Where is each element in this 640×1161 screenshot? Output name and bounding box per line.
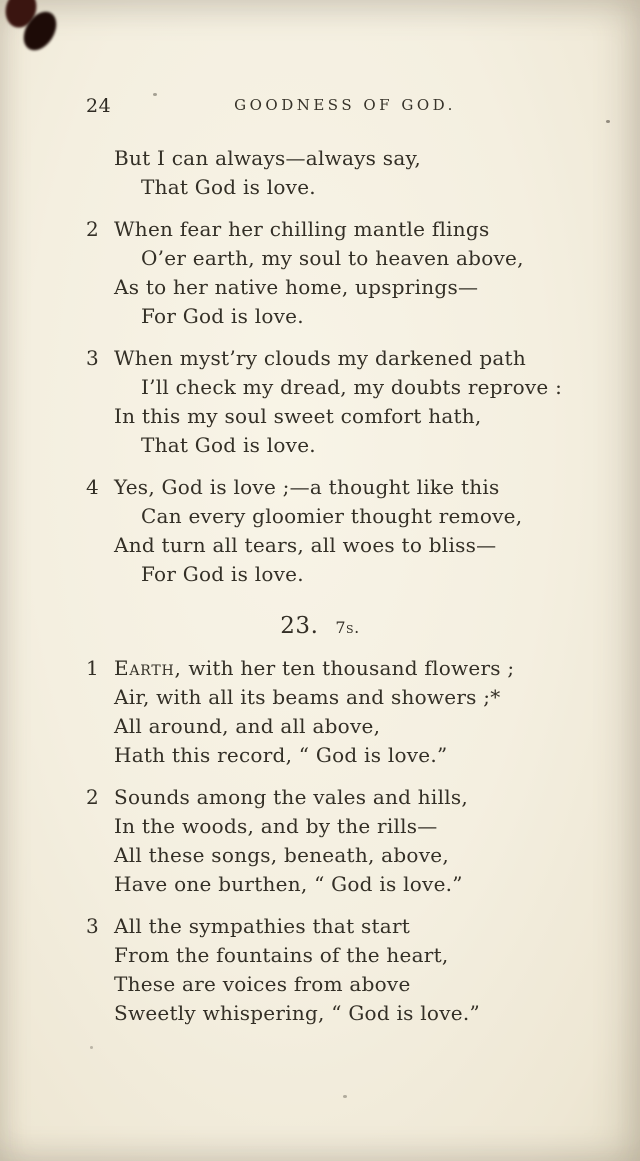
verse-line: I’ll check my dread, my doubts reprove :: [141, 375, 563, 399]
stanza: [86, 654, 614, 770]
stanza: [86, 912, 614, 1028]
verse-line: From the fountains of the heart,: [114, 943, 449, 967]
verse-number: 3: [86, 914, 99, 938]
verse-line: When myst’ry clouds my darkened path: [114, 346, 526, 370]
verse-line: Air, with all its beams and showers ;*: [114, 685, 501, 709]
verse-line: [114, 656, 514, 680]
verse-line: And turn all tears, all woes to bliss—: [114, 533, 497, 557]
paper-speck: [90, 1046, 93, 1049]
page-header: [0, 0, 640, 120]
verse-number: 4: [86, 475, 99, 499]
verse-line: That God is love.: [141, 175, 316, 199]
verse-line: Can every gloomier thought remove,: [141, 504, 523, 528]
verse-line: O’er earth, my soul to heaven above,: [141, 246, 524, 270]
verse-line: Sounds among the vales and hills,: [114, 785, 468, 809]
verse-line: For God is love.: [141, 304, 304, 328]
hymn-heading: [0, 613, 640, 639]
hymn-number: 23.: [280, 613, 319, 639]
smallcaps-lead-word: Earth,: [114, 656, 182, 680]
verse-line: In the woods, and by the rills—: [114, 814, 438, 838]
paper-speck: [606, 120, 610, 123]
stanza: [86, 215, 614, 331]
verse-line: All the sympathies that start: [114, 914, 411, 938]
verse-number: 1: [86, 656, 99, 680]
page-number: 24: [86, 95, 112, 117]
stanza: [86, 473, 614, 589]
paper-speck: [343, 1095, 347, 1098]
verse-line: Have one burthen, “ God is love.”: [114, 872, 463, 896]
verse-number: 2: [86, 217, 99, 241]
verse-line: These are voices from above: [114, 972, 411, 996]
verse-number: 3: [86, 346, 99, 370]
verse-line: Sweetly whispering, “ God is love.”: [114, 1001, 480, 1025]
verse-line: In this my soul sweet comfort hath,: [114, 404, 482, 428]
verse-line: But I can always—always say,: [114, 146, 421, 170]
verse-line: All these songs, beneath, above,: [114, 843, 449, 867]
verse-number: 2: [86, 785, 99, 809]
verse-line: As to her native home, upsprings—: [114, 275, 479, 299]
verse-line: When fear her chilling mantle flings: [114, 217, 490, 241]
verse-line: Hath this record, “ God is love.”: [114, 743, 448, 767]
stanza: [114, 144, 614, 202]
verse-line-rest: with her ten thousand flowers ;: [188, 656, 515, 680]
hymn-22-continuation: [0, 144, 640, 589]
stanza: [86, 783, 614, 899]
verse-line: All around, and all above,: [114, 714, 381, 738]
verse-line: For God is love.: [141, 562, 304, 586]
hymn-23-body: [0, 654, 640, 1028]
running-title: GOODNESS OF GOD.: [234, 96, 456, 114]
hymn-meter: 7s.: [335, 618, 360, 637]
verse-line: That God is love.: [141, 433, 316, 457]
verse-line: Yes, God is love ;—a thought like this: [114, 475, 500, 499]
hymn-text: [0, 144, 640, 1028]
stanza: [86, 344, 614, 460]
